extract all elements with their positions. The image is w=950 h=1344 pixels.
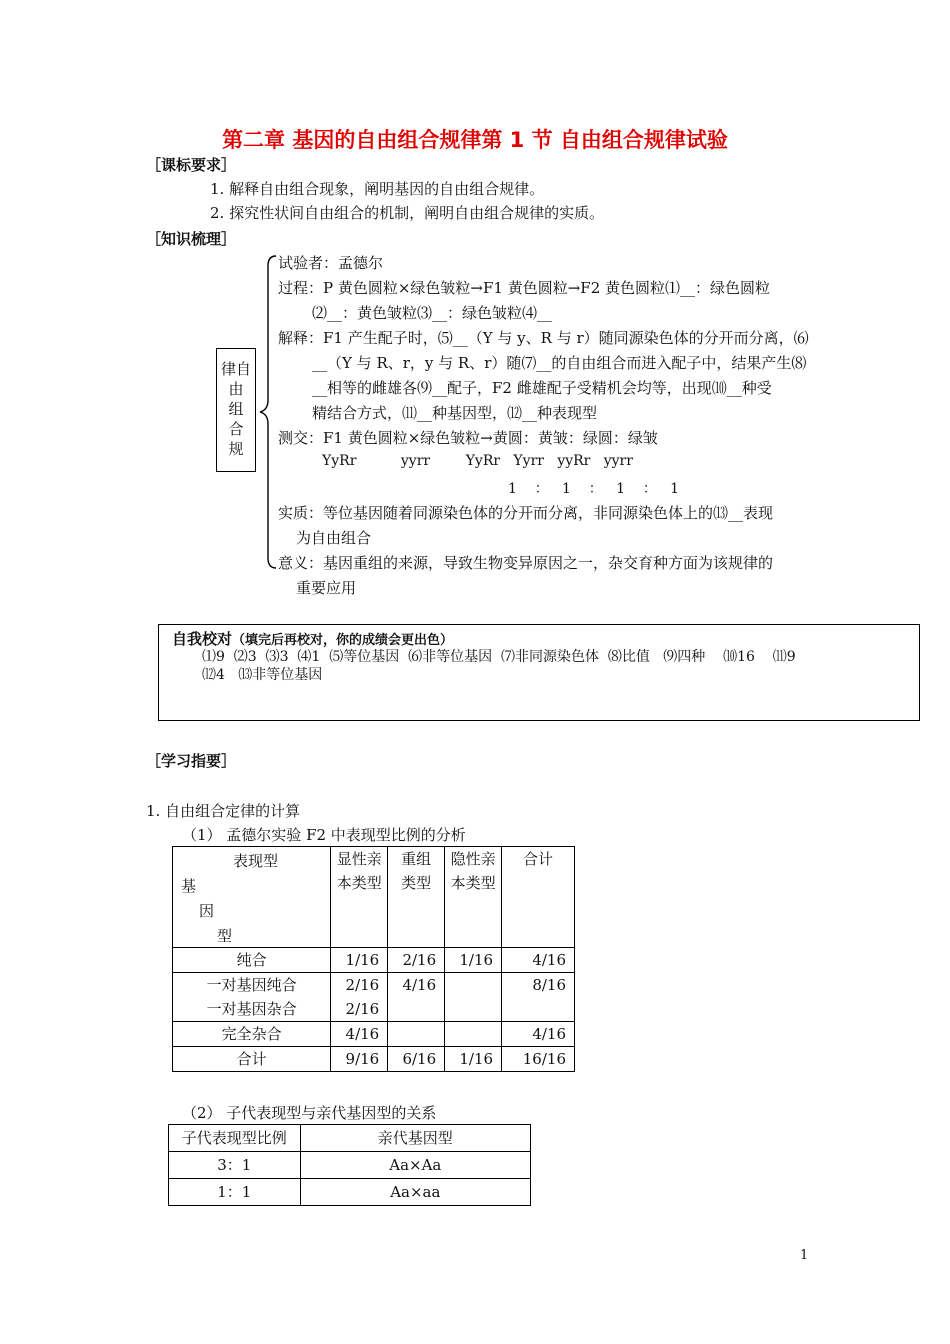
col-header: 隐性亲 本类型 [445,847,502,948]
self-check-note: （填完后再校对，你的成绩会更出色） [232,633,454,648]
guide-sub-2: （2） 子代表现型与亲代基因型的关系 [182,1104,437,1122]
requirement-1: 1. 解释自由组合现象，阐明基因的自由组合规律。 [210,180,545,198]
table-row [173,948,575,973]
cell: 1/16 [445,1047,502,1072]
cell [445,973,502,1022]
page-title: 第二章 基因的自由组合规律第 1 节 自由组合规律试验 [222,128,728,152]
cell: 16/16 [502,1047,575,1072]
knowledge-line: 过程：P 黄色圆粒×绿色皱粒→F1 黄色圆粒→F2 黄色圆粒⑴__：绿色圆粒 [278,279,771,297]
ratio-line: 1 ： 1 ： 1 ： 1 [508,481,680,497]
knowledge-line: 实质：等位基因随着同源染色体的分开而分离，非同源染色体上的⒀__表现 [278,504,774,522]
box-label-line: 组 [228,400,244,418]
cell [388,1022,445,1047]
cell: 4/16 [502,948,575,973]
table-row [173,1022,575,1047]
table-row [173,1047,575,1072]
table-row [169,1152,531,1179]
genotype-line: YyRr yyrr YyRr Yyrr yyRr yyrr [322,453,633,469]
requirement-2: 2. 探究性状间自由组合的机制，阐明自由组合规律的实质。 [210,204,605,222]
cell: 1/16 [445,948,502,973]
cell: 3：1 [169,1152,301,1179]
self-check-answers-2: ⑿4 ⒀非等位基因 [202,667,323,683]
col-header: 亲代基因型 [300,1125,530,1152]
phenotype-ratio-table [172,846,575,1072]
cell: 8/16 [502,973,575,1022]
corner-genotype: 基 [181,877,197,895]
knowledge-line: 精结合方式，⑾__种基因型，⑿__种表现型 [312,404,598,422]
col-header: 重组 类型 [388,847,445,948]
guide-sub-1: （1） 孟德尔实验 F2 中表现型比例的分析 [182,826,466,844]
row-label: 一对基因纯合 一对基因杂合 [173,973,331,1022]
curly-brace [256,254,280,570]
table-header-row [169,1125,531,1152]
cell: 6/16 [388,1047,445,1072]
col-header: 合计 [502,847,575,948]
box-label-line: 规 [228,440,244,458]
box-label-line: 合 [228,420,244,438]
knowledge-line: __（Y 与 R、r，y 与 R、r）随⑺__的自由组合而进入配子中，结果产生⑻ [312,354,807,372]
box-label-line: 律自 [220,360,251,378]
cell [445,1022,502,1047]
section-guide: ［学习指要］ [146,752,237,770]
cell: 2/16 2/16 [331,973,388,1022]
section-requirements: ［课标要求］ [146,156,237,174]
cell: 4/16 [331,1022,388,1047]
knowledge-line: 解释：F1 产生配子时，⑸__（Y 与 y、R 与 r）随同源染色体的分开而分离，⑹ [278,329,809,347]
corner-genotype: 型 [217,927,233,945]
table-corner [173,847,331,948]
cell: 9/16 [331,1047,388,1072]
corner-genotype: 因 [199,902,215,920]
row-label: 合计 [173,1047,331,1072]
cell: 1/16 [331,948,388,973]
cell: Aa×Aa [300,1152,530,1179]
knowledge-box-label [216,348,256,472]
knowledge-line: __相等的雌雄各⑼__配子，F2 雌雄配子受精机会均等，出现⑽__种受 [312,379,772,397]
cell: 2/16 [388,948,445,973]
knowledge-line: ⑵__：黄色皱粒⑶__：绿色皱粒⑷__ [312,304,553,322]
knowledge-line: 意义：基因重组的来源，导致生物变异原因之一，杂交育种方面为该规律的 [278,554,774,572]
cell: 1：1 [169,1179,301,1206]
self-check-answers-1: ⑴9 ⑵3 ⑶3 ⑷1 ⑸等位基因 ⑹非等位基因 ⑺非同源染色体 ⑻比值 ⑼四种 ⑽16 ⑾9 [202,649,796,665]
col-header: 子代表现型比例 [169,1125,301,1152]
row-label: 纯合 [173,948,331,973]
knowledge-line: 试验者：孟德尔 [278,254,384,272]
col-header: 显性亲 本类型 [331,847,388,948]
table-row [173,973,575,1022]
table-row [169,1179,531,1206]
cell: 4/16 [388,973,445,1022]
row-label: 完全杂合 [173,1022,331,1047]
box-label-line: 由 [228,380,244,398]
offspring-parent-table [168,1124,531,1206]
knowledge-line: 测交：F1 黄色圆粒×绿色皱粒→黄圆：黄皱：绿圆：绿皱 [278,429,658,447]
knowledge-line: 重要应用 [296,579,357,597]
corner-phenotype: 表现型 [233,852,279,870]
cell: Aa×aa [300,1179,530,1206]
guide-item-1: 1. 自由组合定律的计算 [146,802,301,820]
page-number: 1 [800,1248,809,1263]
self-check-title: 自我校对 [172,630,233,648]
section-knowledge: ［知识梳理］ [146,230,237,248]
cell: 4/16 [502,1022,575,1047]
knowledge-line: 为自由组合 [296,529,372,547]
